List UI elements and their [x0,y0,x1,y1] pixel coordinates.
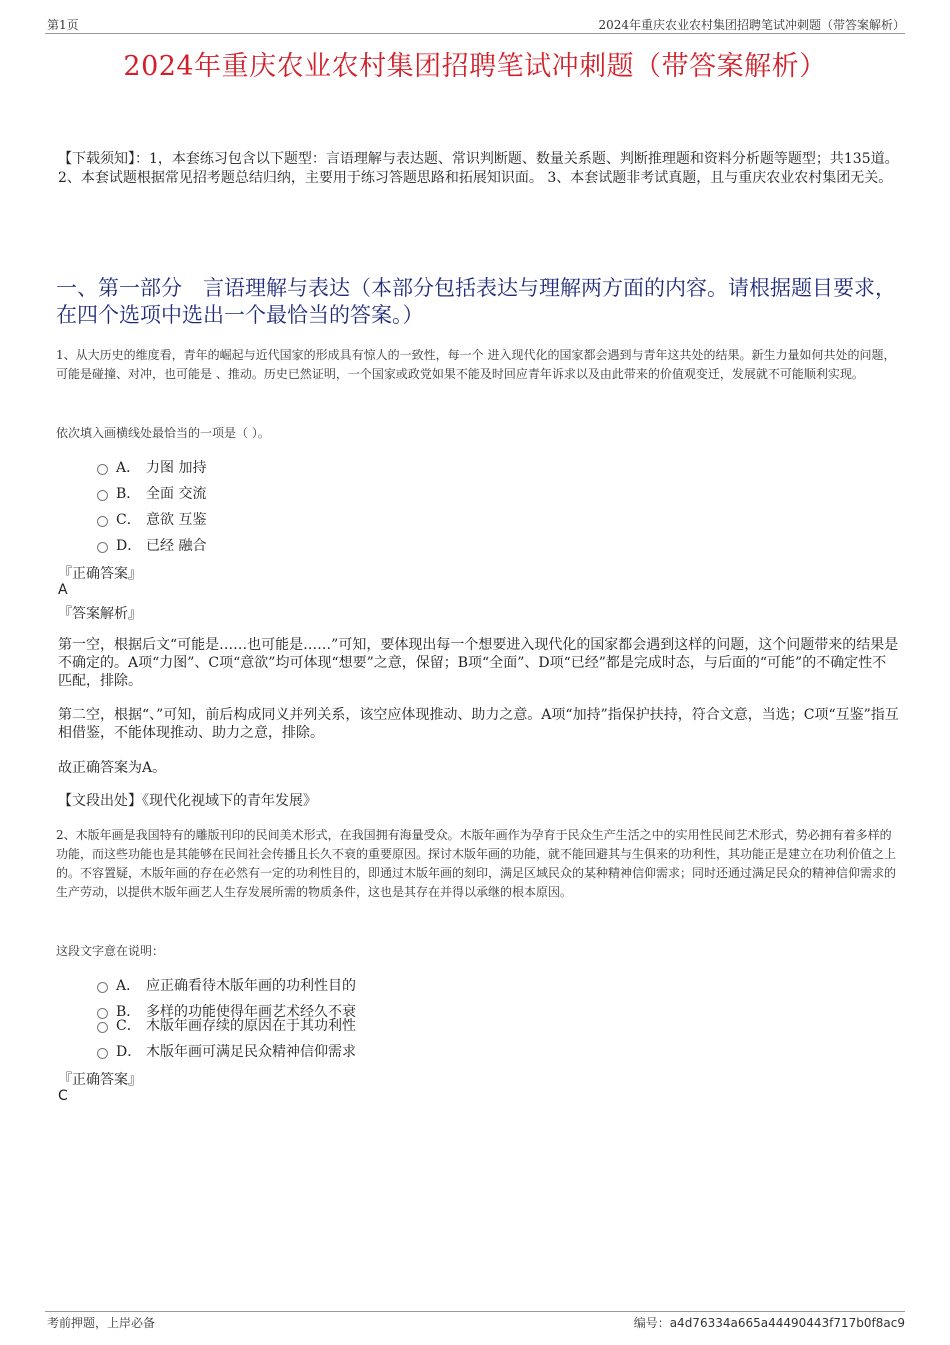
option-text: 多样的功能使得年画艺术经久不衰 [146,1004,356,1020]
q2-answer: C [58,1088,68,1104]
option-label: B． [116,1004,141,1020]
option-label: C． [116,1018,141,1034]
option-label: D． [116,538,142,554]
page-number: 第1页 [47,18,79,32]
question-1-text: 1、从大历史的维度看，青年的崛起与近代国家的形成具有惊人的一致性，每一个 进入现代化的国家都会遇到与青年这共处的结果。新生力量如何共处的问题，可能是碰撞、对冲，也可能是 、推动。历史已然证明，一个国家或政党如果不能及时回应青年诉求以及由此带来的价值观变迁，发展就不可能顺利实现。 [56,348,896,381]
q1-answer-heading: 『正确答案』 [58,566,142,582]
option-text: 力图 加持 [146,460,207,476]
radio-icon[interactable] [97,1022,108,1033]
footer-divider [45,1311,905,1312]
q1-analysis-paragraph: 第一空，根据后文“可能是……也可能是……”可知，要体现出每一个想要进入现代化的国家都会遇到这样的问题，这个问题带来的结果是不确定的。A项“力图”、C项“意欲”均可体现“想要”之意，保留；B项“全面”、D项“已经”都是完成时态，与后面的“可能”的不确定性不匹配，排除。 [58,637,899,689]
radio-icon[interactable] [97,542,108,553]
option-text: 已经 融合 [146,538,207,554]
option-label: A． [116,978,141,994]
download-notice: 【下载须知】：1，本套练习包含以下题型：言语理解与表达题、常识判断题、数量关系题、判断推理题和资料分析题等题型；共135道。 2、本套试题根据常见招考题总结归纳，主要用于练习答题思路和拓展知识面。 3、本套试题非考试真题，且与重庆农业农村集团无关。 [58,151,899,186]
q2-option-c[interactable] [97,1015,356,1035]
q2-option-a[interactable] [97,975,356,995]
radio-icon[interactable] [97,1048,108,1059]
document-id-label: 编号： [633,1316,670,1330]
document-title: 2024年重庆农业农村集团招聘笔试冲刺题（带答案解析） [123,51,827,82]
q1-option-d[interactable] [97,535,206,555]
section-heading: 一、第一部分 言语理解与表达（本部分包括表达与理解两方面的内容。请根据题目要求，在四个选项中选出一个最恰当的答案。） [56,276,896,327]
option-text: 木版年画可满足民众精神信仰需求 [146,1044,356,1060]
q1-analysis-heading: 『答案解析』 [58,606,142,622]
q1-option-b[interactable] [97,483,206,503]
option-label: D． [116,1044,142,1060]
q2-option-d[interactable] [97,1041,356,1061]
q1-analysis-paragraph: 第二空，根据“、”可知，前后构成同义并列关系，该空应体现推动、助力之意。A项“加持”指保护扶持，符合文意，当选；C项“互鉴”指互相借鉴，不能体现推动、助力之意，排除。 [58,707,899,741]
q1-source: 【文段出处】《现代化视域下的青年发展》 [58,793,317,809]
question-2-text: 2、木版年画是我国特有的雕版刊印的民间美术形式，在我国拥有海量受众。木版年画作为孕育于民众生产生活之中的实用性民间艺术形式，势必拥有着多样的功能，而这些功能也是其能够在民间社会传播且长久不衰的重要原因。探讨木版年画的功能，就不能回避其与生俱来的功利性，其功能正是建立在功利价值之上的。不容置疑，木版年画的存在必然有一定的功利性目的，即通过木版年画的刻印，满足区域民众的某种精神信仰需求；同时还通过满足民众的精神信仰需求的生产劳动，以提供木版年画艺人生存发展所需的物质条件，这也是其存在并得以承继的根本原因。 [56,828,897,899]
option-text: 意欲 互鉴 [146,512,207,528]
q1-answer: A [58,582,68,598]
q2-answer-heading: 『正确答案』 [58,1072,142,1088]
question-1-prompt: 依次填入画横线处最恰当的一项是（ ）。 [56,426,270,440]
footer-slogan: 考前押题，上岸必备 [47,1316,156,1330]
option-label: C． [116,512,141,528]
document-id [634,1314,905,1331]
radio-icon[interactable] [97,490,108,501]
document-id-code: a4d76334a665a44490443f717b0f8ac9 [669,1316,905,1330]
option-label: B． [116,486,141,502]
radio-icon[interactable] [97,464,108,475]
question-2-prompt: 这段文字意在说明： [56,944,165,958]
radio-icon[interactable] [97,982,108,993]
header-divider [45,33,905,34]
radio-icon[interactable] [97,516,108,527]
q1-option-a[interactable] [97,457,206,477]
option-text: 全面 交流 [146,486,207,502]
option-text: 木版年画存续的原因在于其功利性 [146,1018,356,1034]
q1-analysis-conclusion: 故正确答案为A。 [58,760,167,776]
running-title: 2024年重庆农业农村集团招聘笔试冲刺题（带答案解析） [598,18,905,32]
option-text: 应正确看待木版年画的功利性目的 [146,978,356,994]
q1-option-c[interactable] [97,509,206,529]
option-label: A． [116,460,141,476]
